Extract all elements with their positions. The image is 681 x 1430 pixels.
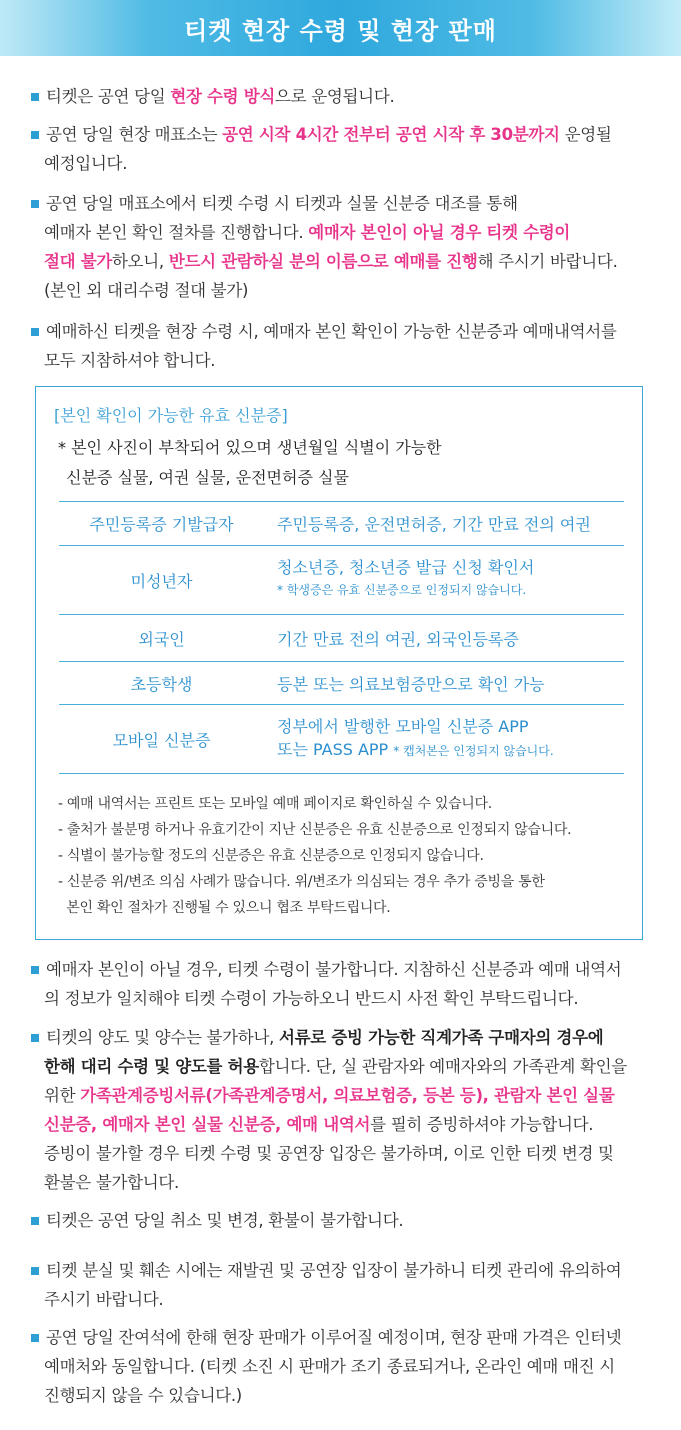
notice-text: 공연 당일 현장 매표소는 bbox=[46, 125, 223, 144]
notice-text: 환불은 불가합니다. bbox=[44, 1173, 180, 1192]
page-banner bbox=[0, 0, 681, 56]
notice-line bbox=[46, 1256, 621, 1285]
highlight-text: 가족관계증빙서류(가족관계증명서, 의료보험증, 등본 등), 관람자 본인 실물 bbox=[80, 1086, 615, 1105]
id-accepted-docs: 주민등록증, 운전면허증, 기간 만료 전의 여권 bbox=[277, 515, 591, 534]
highlight-text: 공연 시작 4시간 전부터 공연 시작 후 30분까지 bbox=[222, 125, 560, 144]
square-bullet-icon bbox=[31, 1267, 39, 1275]
square-bullet-icon bbox=[31, 1217, 39, 1225]
highlight-text: 반드시 관람하실 분의 이름으로 예매를 진행 bbox=[168, 252, 478, 271]
square-bullet-icon bbox=[31, 200, 39, 208]
notice-text: 증빙이 불가할 경우 티켓 수령 및 공연장 입장은 불가하며, 이로 인한 티켓 변경 및 bbox=[44, 1144, 614, 1163]
notice-line bbox=[46, 120, 612, 149]
notice-line bbox=[44, 1352, 615, 1381]
notice-text: 모두 지참하셔야 합니다. bbox=[44, 351, 216, 370]
id-category: 모바일 신분증 bbox=[112, 731, 211, 750]
notice-line bbox=[44, 1110, 593, 1139]
notice-text: 티켓은 공연 당일 bbox=[46, 87, 171, 106]
square-bullet-icon bbox=[31, 131, 39, 139]
notice-text: 진행되지 않을 수 있습니다.) bbox=[44, 1386, 242, 1405]
id-doc-line: 정부에서 발행한 모바일 신분증 APP bbox=[277, 717, 529, 736]
notice-line bbox=[44, 1081, 614, 1110]
id-table-row bbox=[59, 546, 624, 615]
notice-text: 티켓 분실 및 훼손 시에는 재발권 및 공연장 입장이 불가하니 티켓 관리에 유의하여 bbox=[46, 1261, 622, 1280]
valid-id-note-line1: * 본인 사진이 부착되어 있으며 생년월일 식별이 가능한 bbox=[58, 438, 442, 457]
id-table-row bbox=[59, 705, 624, 774]
highlight-text: 현장 수령 방식 bbox=[170, 87, 276, 106]
square-bullet-icon bbox=[31, 93, 39, 101]
id-table-row bbox=[59, 501, 624, 546]
id-doc-line bbox=[277, 738, 554, 763]
notice-text: 위한 bbox=[44, 1086, 81, 1105]
notice-line bbox=[44, 1168, 179, 1197]
notice-text: 으로 운영됩니다. bbox=[275, 87, 395, 106]
notice-line bbox=[44, 276, 248, 305]
notice-text: 공연 당일 매표소에서 티켓 수령 시 티켓과 실물 신분증 대조를 통해 bbox=[46, 194, 518, 213]
notice-text: 예매자 본인이 아닐 경우, 티켓 수령이 불가합니다. 지참하신 신분증과 예매 내역서 bbox=[46, 960, 622, 979]
notice-text: 해 주시기 바랍니다. bbox=[477, 252, 618, 271]
id-footnote: - 식별이 불가능할 정도의 신분증은 유효 신분증으로 인정되지 않습니다. bbox=[58, 848, 484, 864]
id-accepted-docs: 등본 또는 의료보험증만으로 확인 가능 bbox=[277, 675, 545, 694]
notice-line bbox=[44, 149, 127, 178]
id-footnote: - 신분증 위/변조 의심 사례가 많습니다. 위/변조가 의심되는 경우 추가 증빙을 통한 bbox=[58, 874, 545, 890]
notice-text: 예매자 본인 확인 절차를 진행합니다. bbox=[44, 223, 309, 242]
id-footnote: - 출처가 불분명 하거나 유효기간이 지난 신분증은 유효 신분증으로 인정되지 않습니다. bbox=[58, 822, 572, 838]
id-footnote: 본인 확인 절차가 진행될 수 있으니 협조 부탁드립니다. bbox=[58, 900, 391, 916]
notice-line bbox=[46, 955, 621, 984]
notice-text: 예정입니다. bbox=[44, 154, 128, 173]
notice-text: 예매처와 동일합니다. (티켓 소진 시 판매가 조기 종료되거나, 온라인 예매 매진 시 bbox=[44, 1357, 615, 1376]
valid-id-note-line2: 신분증 실물, 여권 실물, 운전면허증 실물 bbox=[66, 468, 349, 487]
notice-text: 하오니, bbox=[112, 252, 169, 271]
valid-id-box bbox=[35, 386, 643, 940]
notice-text: 티켓의 양도 및 양수는 불가하나, bbox=[46, 1028, 279, 1047]
notice-line bbox=[46, 1023, 603, 1052]
notice-text: 주시기 바랍니다. bbox=[44, 1290, 164, 1309]
notice-text: (본인 외 대리수령 절대 불가) bbox=[44, 281, 249, 300]
notice-line bbox=[44, 984, 578, 1013]
id-doc-line: 청소년증, 청소년증 발급 신청 확인서 bbox=[277, 558, 535, 577]
notice-line bbox=[44, 1285, 163, 1314]
id-doc-text: 또는 PASS APP bbox=[277, 740, 394, 759]
notice-line bbox=[44, 1139, 614, 1168]
notice-line bbox=[46, 317, 616, 346]
id-accepted-docs bbox=[277, 715, 554, 763]
id-category: 미성년자 bbox=[130, 572, 193, 591]
highlight-text: 신분증, 예매자 본인 실물 신분증, 예매 내역서 bbox=[44, 1115, 371, 1134]
notice-text: 티켓은 공연 당일 취소 및 변경, 환불이 불가합니다. bbox=[46, 1211, 404, 1230]
notice-line bbox=[46, 1323, 621, 1352]
bold-text: 한해 대리 수령 및 양도를 허용 bbox=[44, 1057, 259, 1076]
id-accepted-docs: 기간 만료 전의 여권, 외국인등록증 bbox=[277, 630, 519, 649]
notice-line bbox=[44, 218, 570, 247]
id-footnote: - 예매 내역서는 프린트 또는 모바일 예매 페이지로 확인하실 수 있습니다. bbox=[58, 796, 492, 812]
square-bullet-icon bbox=[31, 1034, 39, 1042]
square-bullet-icon bbox=[31, 1334, 39, 1342]
notice-line bbox=[46, 189, 518, 218]
notice-text: 공연 당일 잔여석에 한해 현장 판매가 이루어질 예정이며, 현장 판매 가격은 인터넷 bbox=[46, 1328, 622, 1347]
id-doc-subnote: * 캡처본은 인정되지 않습니다. bbox=[393, 744, 554, 758]
notice-line bbox=[44, 1052, 627, 1081]
id-accepted-docs bbox=[277, 556, 534, 600]
id-table-row bbox=[59, 615, 624, 662]
notice-line bbox=[46, 1206, 403, 1235]
square-bullet-icon bbox=[31, 966, 39, 974]
notice-line bbox=[46, 82, 394, 111]
id-category: 외국인 bbox=[138, 630, 185, 649]
id-table-row bbox=[59, 662, 624, 705]
notice-line bbox=[44, 346, 215, 375]
notice-text: 의 정보가 일치해야 티켓 수령이 가능하오니 반드시 사전 확인 부탁드립니다. bbox=[44, 989, 579, 1008]
valid-id-table bbox=[59, 501, 624, 774]
id-category: 초등학생 bbox=[130, 675, 193, 694]
bold-text: 서류로 증빙 가능한 직계가족 구매자의 경우에 bbox=[278, 1028, 604, 1047]
notice-text: 운영될 bbox=[559, 125, 612, 144]
id-doc-subnote: * 학생증은 유효 신분증으로 인정되지 않습니다. bbox=[277, 583, 527, 597]
id-category: 주민등록증 기발급자 bbox=[89, 515, 234, 534]
notice-text: 를 필히 증빙하셔야 가능합니다. bbox=[370, 1115, 594, 1134]
highlight-text: 예매자 본인이 아닐 경우 티켓 수령이 bbox=[308, 223, 571, 242]
square-bullet-icon bbox=[31, 328, 39, 336]
notice-text: 예매하신 티켓을 현장 수령 시, 예매자 본인 확인이 가능한 신분증과 예매내역서를 bbox=[46, 322, 617, 341]
valid-id-title: [본인 확인이 가능한 유효 신분증] bbox=[54, 406, 288, 425]
highlight-text: 절대 불가 bbox=[44, 252, 113, 271]
notice-text: 합니다. 단, 실 관람자와 예매자와의 가족관계 확인을 bbox=[258, 1057, 627, 1076]
notice-line bbox=[44, 247, 618, 276]
notice-line bbox=[44, 1381, 242, 1410]
page-title: 티켓 현장 수령 및 현장 판매 bbox=[184, 16, 497, 45]
